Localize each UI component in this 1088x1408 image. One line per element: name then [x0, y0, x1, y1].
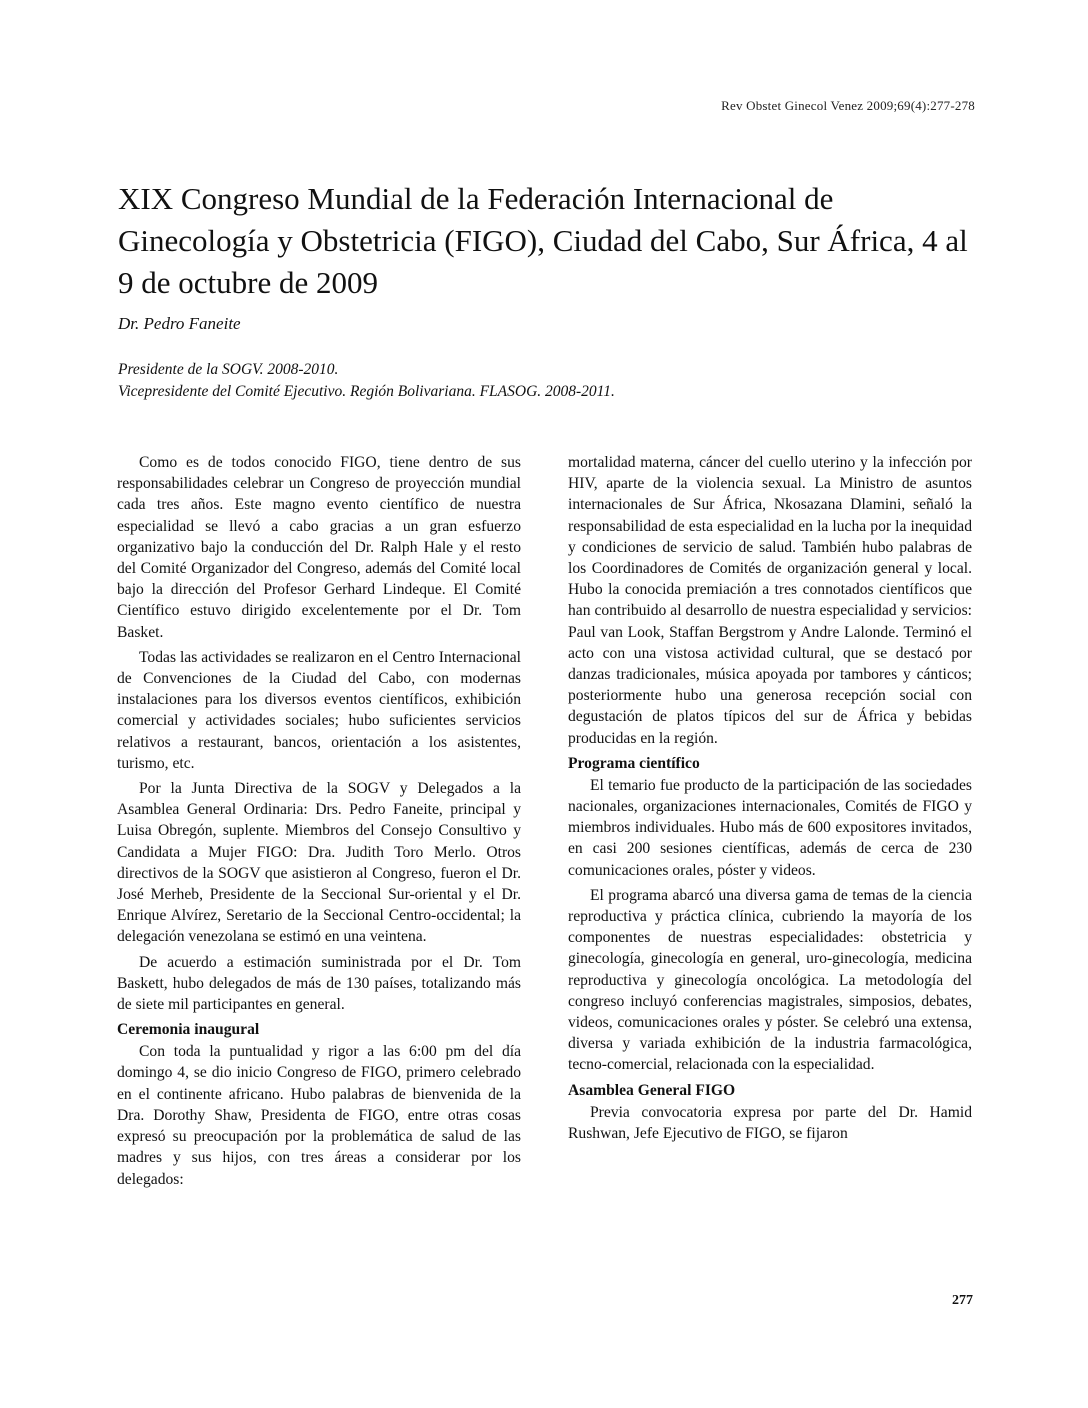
paragraph: Como es de todos conocido FIGO, tiene dentro de sus responsabilidades celebrar un Congreso de proyección mundial cada tres años. Este magno evento científico de nuestra especialidad se llevó a cabo gracias a un gran esfuerzo organizativo bajo la conducción del Dr. Ralph Hale y el resto del Comité Organizador del Congreso, además del Comité local bajo la dirección del Profesor Gerhard Lindeque. El Comité Científico estuvo dirigido excelentemente por el Dr. Tom Basket.	[117, 454, 521, 641]
paragraph: Con toda la puntualidad y rigor a las 6:00 pm del día domingo 4, se dio inicio Congreso de FIGO, primero celebrado en el continente africano. Hubo palabras de bienvenida de la Dra. Dorothy Shaw, Presidenta de FIGO, entre otras cosas expresó su preocupación por la problemática de salud de las madres y sus hijos, con tres áreas a considerar por los delegados:	[117, 1043, 521, 1188]
author-affiliations	[118, 359, 615, 403]
affiliation-line: Presidente de la SOGV. 2008-2010.	[118, 361, 339, 378]
author-name: Dr. Pedro Faneite	[118, 314, 241, 333]
right-column	[568, 452, 972, 1148]
paragraph: El programa abarcó una diversa gama de temas de la ciencia reproductiva y práctica clínica, cubriendo la mayoría de los componentes de nuestras especialidades: obstetricia y ginecología, ginecología en general, uro-ginecología, medicina reproductiva y ginecología oncológica. La metodología del congreso incluyó conferencias magistrales, simposios, debates, videos, comunicaciones orales y póster. Se celebró una extensa, diversa y variada exhibición de la industria farmacológica, tecno-comercial, relacionada con la especialidad.	[568, 886, 972, 1074]
paragraph: El temario fue producto de la participación de las sociedades nacionales, organizaciones internacionales, Comités de FIGO y miembros individuales. Hubo más de 600 expositores invitados, en casi 200 sesiones científicas, además de cerca de 230 comunicaciones orales, póster y videos.	[568, 776, 972, 879]
paragraph: mortalidad materna, cáncer del cuello uterino y la infección por HIV, aparte de la violencia sexual. La Ministro de asuntos internacionales de Sur África, Nkosazana Dlamini, señaló la responsabilidad de esta especialidad en la lucha por la inequidad y condiciones de servicio de salud. También hubo palabras de los Coordinadores de Comités de organización general y local. Hubo la conocida premiación a tres connotados científicos que han contribuido al desarrollo de nuestra especialidad y servicios: Paul van Look, Staffan Bergstrom y Andre Lalonde. Terminó el acto con una vistosa actividad cultural, que se destacó por danzas tradicionales, música apoyada por tambores y cánticos; posteriormente hubo una generosa recepción social con degustación de platos típicos del sur de África y bebidas producidas en la región.	[568, 454, 972, 747]
paragraph: Previa convocatoria expresa por parte del Dr. Hamid Rushwan, Jefe Ejecutivo de FIGO, se fijaron	[568, 1103, 972, 1142]
section-heading-programa: Programa científico	[568, 754, 700, 772]
article-title: XIX Congreso Mundial de la Federación Internacional de Ginecología y Obstetricia (FIGO), Ciudad del Cabo, Sur África, 4 al 9 de octubre de 2009	[118, 181, 968, 300]
page-number: 277	[952, 1293, 973, 1308]
paragraph: De acuerdo a estimación suministrada por el Dr. Tom Baskett, hubo delegados de más de 130 países, totalizando más de siete mil participantes en general.	[117, 953, 521, 1014]
affiliation-line: Vicepresidente del Comité Ejecutivo. Región Bolivariana. FLASOG. 2008-2011.	[118, 383, 615, 400]
paragraph: Todas las actividades se realizaron en el Centro Internacional de Convenciones de la Ciudad del Cabo, con modernas instalaciones para los diversos eventos científicos, exhibición comercial y actividades sociales; hubo suficientes servicios relativos a restaurant, bancos, orientación a los asistentes, turismo, etc.	[117, 648, 521, 772]
section-heading-asamblea: Asamblea General FIGO	[568, 1081, 736, 1099]
section-heading-ceremonia: Ceremonia inaugural	[117, 1021, 260, 1039]
left-column	[117, 452, 521, 1194]
journal-citation: Rev Obstet Ginecol Venez 2009;69(4):277-278	[721, 98, 975, 113]
paragraph: Por la Junta Directiva de la SOGV y Delegados a la Asamblea General Ordinaria: Drs. Pedro Faneite, principal y Luisa Obregón, suplente. Miembros del Consejo Consultivo y Candidata a Mujer FIGO: Dra. Judith Toro Merlo. Otros directivos de la SOGV que asistieron al Congreso, fueron el Dr. José Merheb, Presidente de la Seccional Sur-oriental y el Dr. Enrique Alvírez, Seretario de la Seccional Centro-occidental; la delegación venezolana se estimó en una veintena.	[117, 780, 521, 946]
